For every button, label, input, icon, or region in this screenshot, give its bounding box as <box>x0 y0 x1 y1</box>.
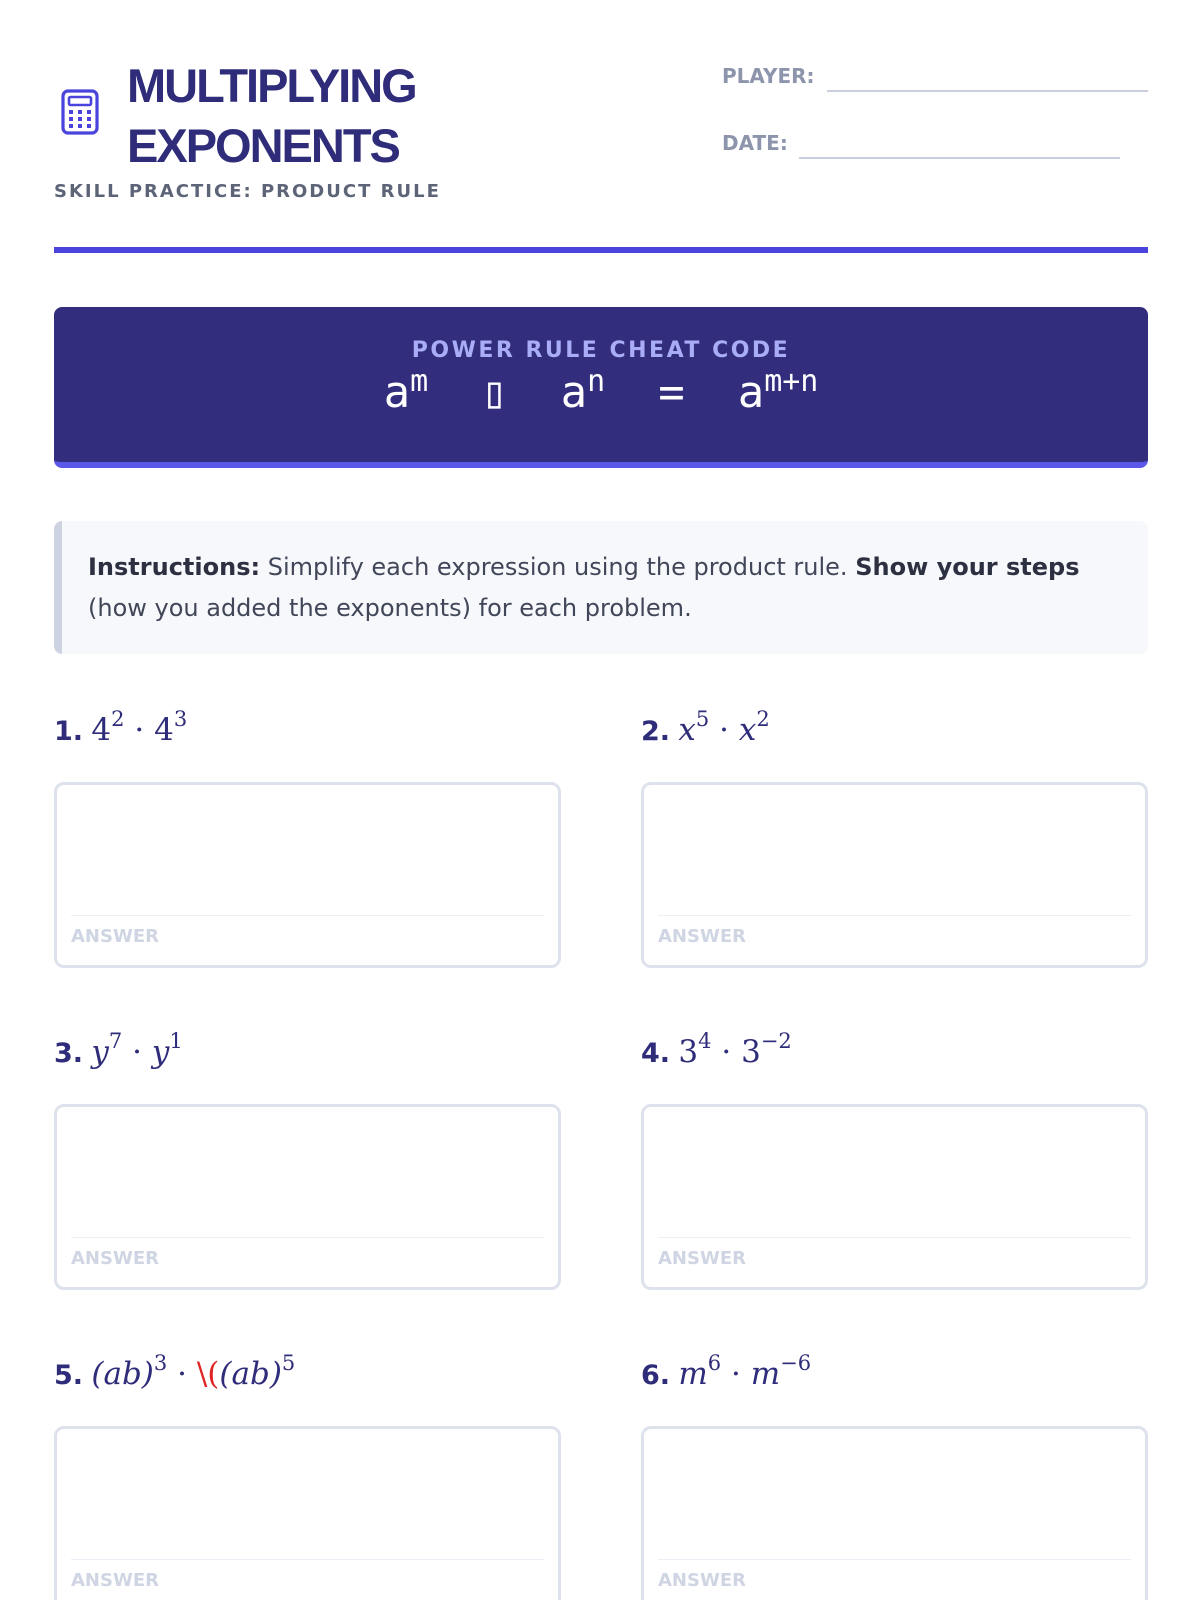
problem-number: 2. <box>641 716 671 747</box>
formula-base-1: a <box>383 367 411 418</box>
problem-expression <box>91 1351 296 1392</box>
problem-expression <box>678 1351 812 1392</box>
answer-label: ANSWER <box>71 1248 159 1269</box>
instructions-lead: Instructions: <box>88 553 261 581</box>
expr-base-2: 4 <box>154 712 174 748</box>
answer-label: ANSWER <box>71 926 159 947</box>
expr-exp-2: −6 <box>780 1351 812 1375</box>
expr-exp-2: 2 <box>756 707 770 731</box>
expr-base-1: 3 <box>678 1034 699 1070</box>
answer-label: ANSWER <box>658 926 746 947</box>
problem-6-heading <box>641 1351 812 1396</box>
answer-divider <box>658 1559 1131 1560</box>
expr-exp-2: −2 <box>760 1029 792 1053</box>
answer-divider <box>71 1559 544 1560</box>
expr-base-1: (ab) <box>91 1356 154 1392</box>
instructions-text-1: Simplify each expression using the product rule. <box>260 553 856 581</box>
latex-error-text: \( <box>196 1356 220 1392</box>
formula-equals: = <box>658 367 685 418</box>
expr-dot: · <box>731 1356 741 1392</box>
expr-exp-2: 3 <box>173 707 188 731</box>
expr-dot: · <box>719 712 729 748</box>
date-field[interactable] <box>799 157 1120 159</box>
cheat-code-formula <box>54 364 1148 418</box>
problem-5-heading <box>54 1351 296 1396</box>
answer-box-5[interactable] <box>54 1426 561 1600</box>
instructions-box <box>54 521 1148 654</box>
answer-divider <box>658 915 1131 916</box>
answer-divider <box>71 1237 544 1238</box>
problem-expression <box>91 1029 183 1070</box>
cheat-code-label: POWER RULE CHEAT CODE <box>411 338 791 363</box>
expr-exp-1: 6 <box>707 1351 722 1375</box>
formula-operator: ▯ <box>481 367 508 418</box>
formula-exp-n: n <box>587 364 606 399</box>
problem-expression <box>91 707 188 748</box>
problem-number: 5. <box>54 1360 84 1391</box>
answer-label: ANSWER <box>71 1570 159 1591</box>
expr-exp-1: 4 <box>698 1029 712 1053</box>
worksheet-page <box>54 0 1148 1600</box>
formula-exp-sum: m+n <box>764 364 819 399</box>
formula-base-2: a <box>560 367 588 418</box>
expr-dot: · <box>721 1034 732 1070</box>
expr-base-2: 3 <box>741 1034 761 1070</box>
answer-box-3[interactable] <box>54 1104 561 1290</box>
date-label: DATE: <box>722 131 788 155</box>
answer-divider <box>71 915 544 916</box>
expr-base-1: m <box>678 1356 708 1392</box>
problem-number: 4. <box>641 1038 671 1069</box>
title-line-2: EXPONENTS <box>127 119 399 172</box>
expr-exp-1: 5 <box>695 707 710 731</box>
page-subtitle: SKILL PRACTICE: PRODUCT RULE <box>54 181 441 202</box>
expr-base-1: 4 <box>91 712 112 748</box>
worksheet-header <box>54 0 1148 255</box>
expr-base-2: x <box>738 712 757 748</box>
expr-base-1: y <box>91 1034 109 1070</box>
problem-3-heading <box>54 1029 183 1074</box>
instructions-text-2: (how you added the exponents) for each problem. <box>88 594 692 622</box>
formula-base-3: a <box>737 367 765 418</box>
expr-exp-2: 1 <box>169 1029 183 1053</box>
expr-dot: · <box>177 1356 187 1392</box>
expr-base-2: (ab) <box>219 1356 282 1392</box>
problem-4-heading <box>641 1029 792 1074</box>
problem-expression <box>678 707 770 748</box>
expr-dot: · <box>132 1034 142 1070</box>
expr-base-2: y <box>151 1034 170 1070</box>
player-field[interactable] <box>827 90 1148 92</box>
answer-label: ANSWER <box>658 1570 746 1591</box>
answer-box-2[interactable] <box>641 782 1148 968</box>
expr-exp-1: 3 <box>153 1351 168 1375</box>
answer-box-6[interactable] <box>641 1426 1148 1600</box>
page-title <box>127 56 416 176</box>
problem-2-heading <box>641 707 770 752</box>
expr-dot: · <box>134 712 145 748</box>
header-divider <box>54 247 1148 253</box>
cheat-code-banner <box>54 307 1148 468</box>
answer-label: ANSWER <box>658 1248 746 1269</box>
formula-exp-m: m <box>410 364 429 399</box>
calculator-icon <box>60 88 100 136</box>
problem-1-heading <box>54 707 188 752</box>
title-line-1: MULTIPLYING <box>127 59 416 112</box>
answer-box-1[interactable] <box>54 782 561 968</box>
expr-exp-1: 2 <box>111 707 125 731</box>
instructions-emphasis: Show your steps <box>855 553 1080 581</box>
answer-divider <box>658 1237 1131 1238</box>
problem-number: 3. <box>54 1038 84 1069</box>
problem-number: 6. <box>641 1360 671 1391</box>
expr-exp-2: 5 <box>281 1351 296 1375</box>
problem-expression <box>678 1029 792 1070</box>
expr-exp-1: 7 <box>108 1029 123 1053</box>
expr-base-2: m <box>750 1356 781 1392</box>
problem-number: 1. <box>54 716 84 747</box>
player-label: PLAYER: <box>722 64 815 88</box>
expr-base-1: x <box>678 712 696 748</box>
answer-box-4[interactable] <box>641 1104 1148 1290</box>
